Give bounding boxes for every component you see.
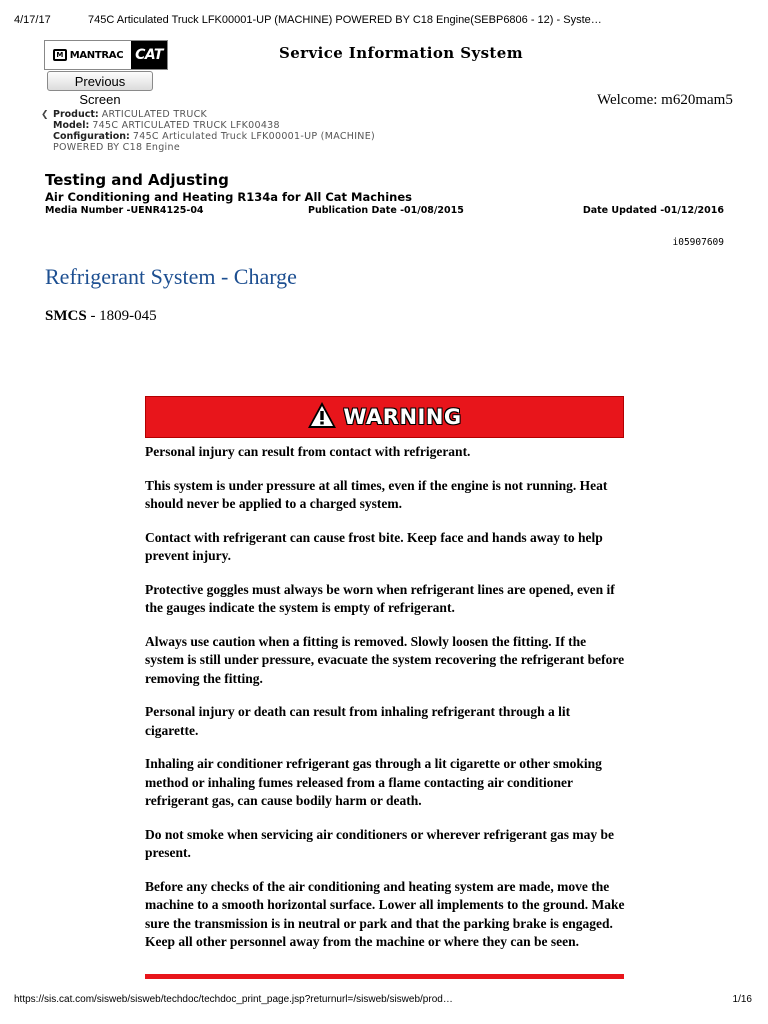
warning-text <box>145 443 625 967</box>
footer-url: https://sis.cat.com/sisweb/sisweb/techdoc/techdoc_print_page.jsp?returnurl=/sisweb/sisweb/prod… <box>14 994 453 1005</box>
warning-paragraph: Protective goggles must always be worn when refrigerant lines are opened, even if the gauges indicate the system is empty of refrigerant. <box>145 581 615 615</box>
site-title: Service Information System <box>279 44 523 62</box>
document-heading: Testing and Adjusting <box>45 171 229 189</box>
configuration-label: Configuration: <box>53 131 130 142</box>
cat-wordmark: CAT <box>135 47 163 63</box>
configuration-row-2 <box>47 142 375 153</box>
model-row <box>47 120 375 131</box>
page-number: 1/16 <box>732 994 752 1005</box>
welcome-text: Welcome: m620mam5 <box>597 92 733 108</box>
warning-paragraph: This system is under pressure at all times, even if the engine is not running. Heat should never be applied to a charged system. <box>145 477 608 511</box>
product-value: ARTICULATED TRUCK <box>101 109 208 120</box>
mantrac-mark-icon: M <box>53 49 67 61</box>
date-updated: Date Updated -01/12/2016 <box>582 205 724 216</box>
print-page-title: 745C Articulated Truck LFK00001-UP (MACHINE) POWERED BY C18 Engine(SEBP6806 - 12) - Syste… <box>88 14 602 26</box>
document-subtitle: Air Conditioning and Heating R134a for All Cat Machines <box>45 190 413 204</box>
model-value: 745C ARTICULATED TRUCK LFK00438 <box>92 120 280 131</box>
print-date: 4/17/17 <box>14 14 51 26</box>
publication-date: Publication Date -01/08/2015 <box>308 205 464 216</box>
procedure-title: Refrigerant System - Charge <box>45 264 297 289</box>
previous-screen-button[interactable]: Previous Screen <box>47 71 153 91</box>
product-row <box>41 109 375 120</box>
logo <box>44 40 168 70</box>
mantrac-logo <box>45 41 131 69</box>
chevron-left-icon[interactable]: ❮ <box>41 110 49 120</box>
configuration-value-2: POWERED BY C18 Engine <box>53 142 180 153</box>
warning-paragraph: Always use caution when a fitting is removed. Slowly loosen the fitting. If the system is still under pressure, evacuate the system recovering the refrigerant before removing the fitting. <box>145 633 625 686</box>
warning-banner <box>145 396 624 438</box>
warning-paragraph: Do not smoke when servicing air conditioners or wherever refrigerant gas may be present. <box>145 826 614 860</box>
configuration-value: 745C Articulated Truck LFK00001-UP (MACHINE) <box>132 131 376 142</box>
warning-paragraph: Personal injury can result from contact with refrigerant. <box>145 444 471 459</box>
warning-bottom-rule <box>145 974 624 979</box>
model-label: Model: <box>53 120 90 131</box>
warning-paragraph: Personal injury or death can result from inhaling refrigerant through a lit cigarette. <box>145 704 571 738</box>
configuration-row <box>47 131 375 142</box>
document-id: i05907609 <box>672 237 724 248</box>
warning-paragraph: Inhaling air conditioner refrigerant gas through a lit cigarette or other smoking method or inhaling fumes released from a flame contacting air conditioner refrigerant gas, can cause bodily harm or death. <box>145 756 602 808</box>
warning-paragraph: Before any checks of the air conditioning and heating system are made, move the machine to a smooth horizontal surface. Lower all implements to the ground. Make sure the transmission is in neutral or park and that the parking brake is engaged. Keep all other personnel away from the machine or where they can be seen. <box>145 878 625 949</box>
product-info <box>41 109 376 153</box>
smcs-label: SMCS <box>45 308 87 324</box>
product-label: Product: <box>53 109 99 120</box>
warning-paragraph: Contact with refrigerant can cause frost bite. Keep face and hands away to help prevent injury. <box>145 529 603 563</box>
smcs-value: - 1809-045 <box>86 308 157 324</box>
mantrac-wordmark: MANTRAC <box>69 49 124 61</box>
media-number: Media Number -UENR4125-04 <box>45 205 204 216</box>
smcs-code <box>45 308 157 325</box>
cat-logo <box>131 41 167 69</box>
warning-triangle-icon <box>307 401 337 434</box>
warning-label: WARNING <box>343 405 462 429</box>
